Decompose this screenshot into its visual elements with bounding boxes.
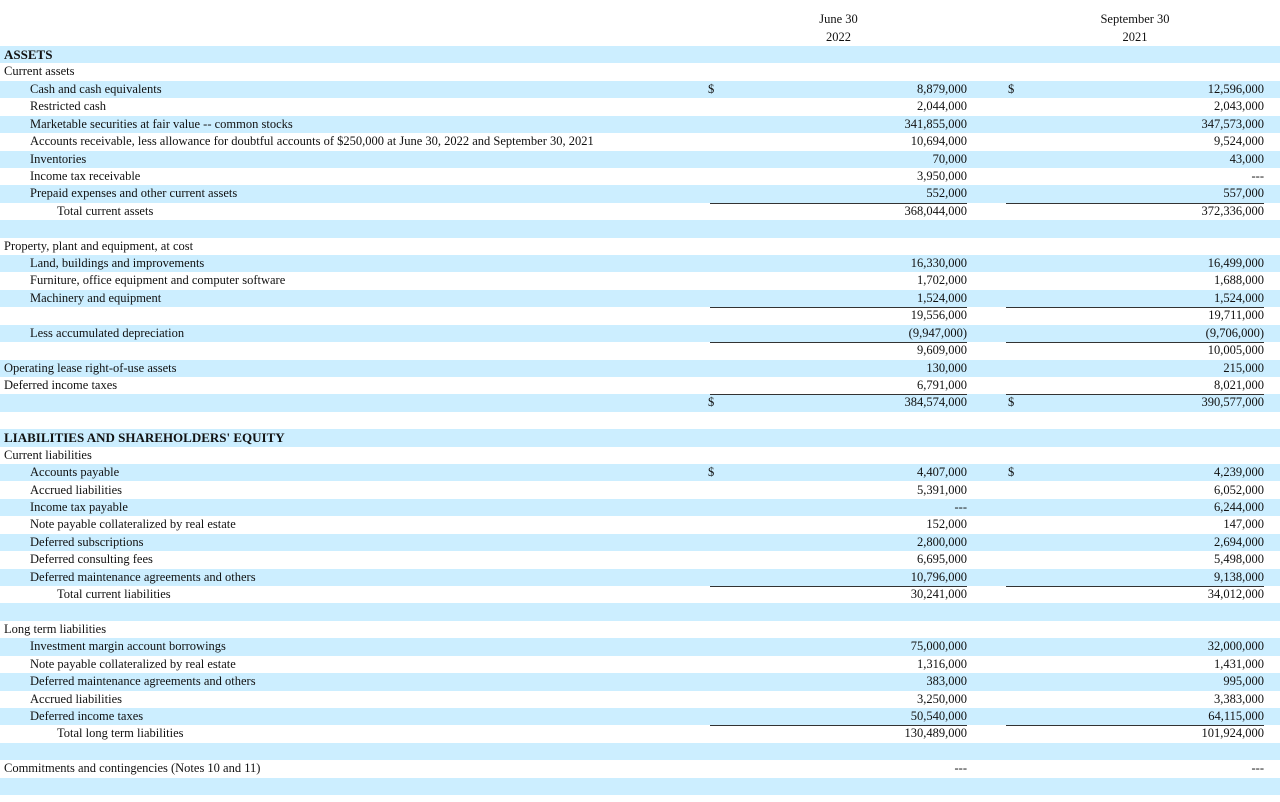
value-september-2021: 1,688,000 bbox=[1214, 273, 1264, 288]
row-label: ASSETS bbox=[4, 47, 53, 62]
subtotal-rule bbox=[710, 586, 967, 587]
value-june-2022: --- bbox=[954, 761, 967, 776]
value-september-2021: 6,052,000 bbox=[1214, 482, 1264, 497]
table-row-income-tax-payable bbox=[0, 499, 1280, 516]
value-september-2021: 215,000 bbox=[1223, 360, 1264, 375]
row-label: Accounts payable bbox=[30, 465, 120, 480]
value-september-2021: --- bbox=[1251, 761, 1264, 776]
currency-symbol: $ bbox=[1008, 81, 1015, 96]
value-june-2022: 6,695,000 bbox=[917, 552, 967, 567]
value-september-2021: 64,115,000 bbox=[1208, 708, 1264, 723]
row-label: Furniture, office equipment and computer software bbox=[30, 273, 286, 288]
value-september-2021: 8,021,000 bbox=[1214, 377, 1264, 392]
subtotal-rule bbox=[710, 307, 967, 308]
value-june-2022: 30,241,000 bbox=[910, 587, 967, 602]
subtotal-rule bbox=[1006, 342, 1264, 343]
table-row-ppe-net bbox=[0, 342, 1280, 359]
row-label: LIABILITIES AND SHAREHOLDERS' EQUITY bbox=[4, 430, 285, 446]
value-june-2022: 130,489,000 bbox=[904, 726, 967, 741]
row-label: Property, plant and equipment, at cost bbox=[4, 238, 194, 253]
value-june-2022: 5,391,000 bbox=[917, 482, 967, 497]
table-row-ppe-subtotal bbox=[0, 307, 1280, 324]
row-label: Accrued liabilities bbox=[30, 691, 122, 706]
row-label: Income tax payable bbox=[30, 499, 128, 514]
column-header-date: September 30 bbox=[1100, 12, 1170, 26]
value-september-2021: 19,711,000 bbox=[1208, 308, 1264, 323]
value-june-2022: 8,879,000 bbox=[917, 81, 967, 96]
table-row-current-liabilities bbox=[0, 447, 1280, 464]
table-row-deferred-consulting bbox=[0, 551, 1280, 568]
table-row-liabilities-heading bbox=[0, 429, 1280, 446]
row-label: Total current assets bbox=[57, 203, 154, 218]
subtotal-rule bbox=[710, 342, 967, 343]
table-row-deferred-subscriptions bbox=[0, 534, 1280, 551]
value-june-2022: 2,044,000 bbox=[917, 99, 967, 114]
table-row-total-long-term-liabilities bbox=[0, 725, 1280, 742]
value-september-2021: --- bbox=[1251, 168, 1264, 183]
subtotal-rule bbox=[1006, 725, 1264, 726]
row-label: Current assets bbox=[4, 64, 75, 79]
value-september-2021: 4,239,000 bbox=[1214, 465, 1264, 480]
value-september-2021: 9,524,000 bbox=[1214, 134, 1264, 149]
value-september-2021: 6,244,000 bbox=[1214, 499, 1264, 514]
row-label: Long term liabilities bbox=[4, 621, 107, 636]
row-label: Deferred maintenance agreements and others bbox=[30, 569, 256, 584]
table-row-commitments bbox=[0, 760, 1280, 777]
table-row-accounts-payable bbox=[0, 464, 1280, 481]
row-label: Deferred maintenance agreements and others bbox=[30, 674, 256, 689]
value-june-2022: --- bbox=[954, 499, 967, 514]
value-june-2022: 4,407,000 bbox=[917, 465, 967, 480]
table-row-ppe-heading bbox=[0, 238, 1280, 255]
table-row-long-term-liabilities bbox=[0, 621, 1280, 638]
value-june-2022: 3,250,000 bbox=[917, 691, 967, 706]
value-september-2021: 16,499,000 bbox=[1207, 256, 1264, 271]
value-june-2022: (9,947,000) bbox=[908, 325, 967, 340]
table-row-spacer-4 bbox=[0, 743, 1280, 760]
row-label: Marketable securities at fair value -- common stocks bbox=[30, 116, 293, 131]
column-header-year: 2021 bbox=[1122, 30, 1148, 44]
row-label: Deferred consulting fees bbox=[30, 552, 153, 567]
table-row-inventories bbox=[0, 151, 1280, 168]
table-row-spacer-1 bbox=[0, 220, 1280, 237]
column-header-september-2021 bbox=[1006, 10, 1264, 49]
table-row-restricted-cash bbox=[0, 98, 1280, 115]
table-row-prepaid-expenses bbox=[0, 185, 1280, 202]
currency-symbol: $ bbox=[708, 395, 715, 410]
value-september-2021: 995,000 bbox=[1223, 674, 1264, 689]
value-september-2021: 2,043,000 bbox=[1214, 99, 1264, 114]
row-label: Note payable collateralized by real estate bbox=[30, 517, 236, 532]
row-label: Machinery and equipment bbox=[30, 290, 162, 305]
table-row-spacer-3 bbox=[0, 603, 1280, 620]
value-september-2021: 347,573,000 bbox=[1201, 116, 1264, 131]
table-row-income-tax-receivable bbox=[0, 168, 1280, 185]
currency-symbol: $ bbox=[1008, 395, 1015, 410]
table-row-accrued-liabilities bbox=[0, 482, 1280, 499]
table-row-operating-lease bbox=[0, 360, 1280, 377]
table-row-accounts-receivable bbox=[0, 133, 1280, 150]
currency-symbol: $ bbox=[1008, 465, 1015, 480]
currency-symbol: $ bbox=[708, 465, 715, 480]
value-september-2021: 34,012,000 bbox=[1207, 587, 1264, 602]
value-september-2021: 3,383,000 bbox=[1214, 691, 1264, 706]
value-september-2021: 390,577,000 bbox=[1201, 395, 1264, 410]
row-label: Current liabilities bbox=[4, 447, 92, 462]
value-september-2021: 2,694,000 bbox=[1214, 534, 1264, 549]
table-row-furniture-equipment bbox=[0, 272, 1280, 289]
table-row-assets-heading bbox=[0, 46, 1280, 63]
value-june-2022: 16,330,000 bbox=[910, 256, 967, 271]
value-june-2022: 10,694,000 bbox=[910, 134, 967, 149]
subtotal-rule bbox=[1006, 203, 1264, 204]
value-june-2022: 2,800,000 bbox=[917, 534, 967, 549]
subtotal-rule bbox=[710, 394, 967, 395]
row-label: Total current liabilities bbox=[57, 587, 171, 602]
value-june-2022: 19,556,000 bbox=[910, 308, 967, 323]
value-september-2021: 9,138,000 bbox=[1214, 569, 1264, 584]
value-june-2022: 152,000 bbox=[926, 517, 967, 532]
row-label: Prepaid expenses and other current assets bbox=[30, 186, 238, 201]
currency-symbol: $ bbox=[708, 81, 715, 96]
row-label: Accounts receivable, less allowance for doubtful accounts of $250,000 at June 30, 2022 and September 30, 2021 bbox=[30, 134, 594, 149]
table-row-accrued-liabilities-lt bbox=[0, 691, 1280, 708]
value-june-2022: 3,950,000 bbox=[917, 168, 967, 183]
row-label: Operating lease right-of-use assets bbox=[4, 360, 177, 375]
column-header-year: 2022 bbox=[826, 30, 851, 44]
value-june-2022: 6,791,000 bbox=[917, 377, 967, 392]
value-september-2021: 1,524,000 bbox=[1214, 290, 1264, 305]
value-june-2022: 552,000 bbox=[926, 186, 967, 201]
table-row-land-buildings bbox=[0, 255, 1280, 272]
table-row-marketable-securities bbox=[0, 116, 1280, 133]
row-label: Note payable collateralized by real estate bbox=[30, 656, 236, 671]
table-row-deferred-income-taxes-lt bbox=[0, 708, 1280, 725]
value-june-2022: 1,316,000 bbox=[917, 656, 967, 671]
table-row-cash bbox=[0, 81, 1280, 98]
table-row-note-payable-lt bbox=[0, 656, 1280, 673]
row-label: Deferred income taxes bbox=[30, 708, 144, 723]
table-row-total-current-assets bbox=[0, 203, 1280, 220]
table-row-total-assets bbox=[0, 394, 1280, 411]
row-label: Commitments and contingencies (Notes 10 and 11) bbox=[4, 761, 261, 776]
value-june-2022: 341,855,000 bbox=[904, 116, 967, 131]
value-june-2022: 70,000 bbox=[932, 151, 967, 166]
table-row-accumulated-depreciation bbox=[0, 325, 1280, 342]
subtotal-rule bbox=[710, 203, 967, 204]
value-june-2022: 75,000,000 bbox=[910, 639, 967, 654]
row-label: Deferred subscriptions bbox=[30, 534, 144, 549]
row-label: Total long term liabilities bbox=[57, 726, 184, 741]
value-june-2022: 50,540,000 bbox=[910, 708, 967, 723]
value-june-2022: 1,524,000 bbox=[917, 290, 967, 305]
table-row-deferred-maintenance-lt bbox=[0, 673, 1280, 690]
value-september-2021: (9,706,000) bbox=[1205, 325, 1264, 340]
value-september-2021: 101,924,000 bbox=[1201, 726, 1264, 741]
row-label: Inventories bbox=[30, 151, 87, 166]
subtotal-rule bbox=[710, 725, 967, 726]
table-row-deferred-maintenance bbox=[0, 569, 1280, 586]
value-june-2022: 368,044,000 bbox=[904, 203, 967, 218]
row-label: Cash and cash equivalents bbox=[30, 81, 162, 96]
value-september-2021: 12,596,000 bbox=[1207, 81, 1264, 96]
column-header-june-2022 bbox=[710, 10, 967, 49]
row-label: Land, buildings and improvements bbox=[30, 256, 205, 271]
value-september-2021: 10,005,000 bbox=[1207, 343, 1264, 358]
subtotal-rule bbox=[1006, 394, 1264, 395]
row-label: Accrued liabilities bbox=[30, 482, 122, 497]
table-row-spacer-5 bbox=[0, 778, 1280, 795]
row-label: Less accumulated depreciation bbox=[30, 325, 185, 340]
value-september-2021: 372,336,000 bbox=[1201, 203, 1264, 218]
row-label: Investment margin account borrowings bbox=[30, 639, 226, 654]
table-row-current-assets bbox=[0, 63, 1280, 80]
value-september-2021: 147,000 bbox=[1223, 517, 1264, 532]
value-september-2021: 32,000,000 bbox=[1207, 639, 1264, 654]
value-june-2022: 384,574,000 bbox=[904, 395, 967, 410]
table-row-margin-borrowings bbox=[0, 638, 1280, 655]
value-june-2022: 130,000 bbox=[926, 360, 967, 375]
table-row-note-payable bbox=[0, 516, 1280, 533]
row-label: Deferred income taxes bbox=[4, 377, 118, 392]
row-label: Income tax receivable bbox=[30, 168, 141, 183]
value-september-2021: 557,000 bbox=[1223, 186, 1264, 201]
value-june-2022: 383,000 bbox=[926, 674, 967, 689]
value-september-2021: 5,498,000 bbox=[1214, 552, 1264, 567]
subtotal-rule bbox=[1006, 307, 1264, 308]
subtotal-rule bbox=[1006, 586, 1264, 587]
table-row-spacer-2 bbox=[0, 412, 1280, 429]
value-june-2022: 1,702,000 bbox=[917, 273, 967, 288]
row-label: Restricted cash bbox=[30, 99, 107, 114]
column-header-date: June 30 bbox=[819, 12, 858, 26]
table-row-total-current-liabilities bbox=[0, 586, 1280, 603]
table-row-deferred-income-taxes-asset bbox=[0, 377, 1280, 394]
table-row-machinery bbox=[0, 290, 1280, 307]
value-june-2022: 9,609,000 bbox=[917, 343, 967, 358]
value-september-2021: 43,000 bbox=[1229, 151, 1264, 166]
value-june-2022: 10,796,000 bbox=[910, 569, 967, 584]
value-september-2021: 1,431,000 bbox=[1214, 656, 1264, 671]
